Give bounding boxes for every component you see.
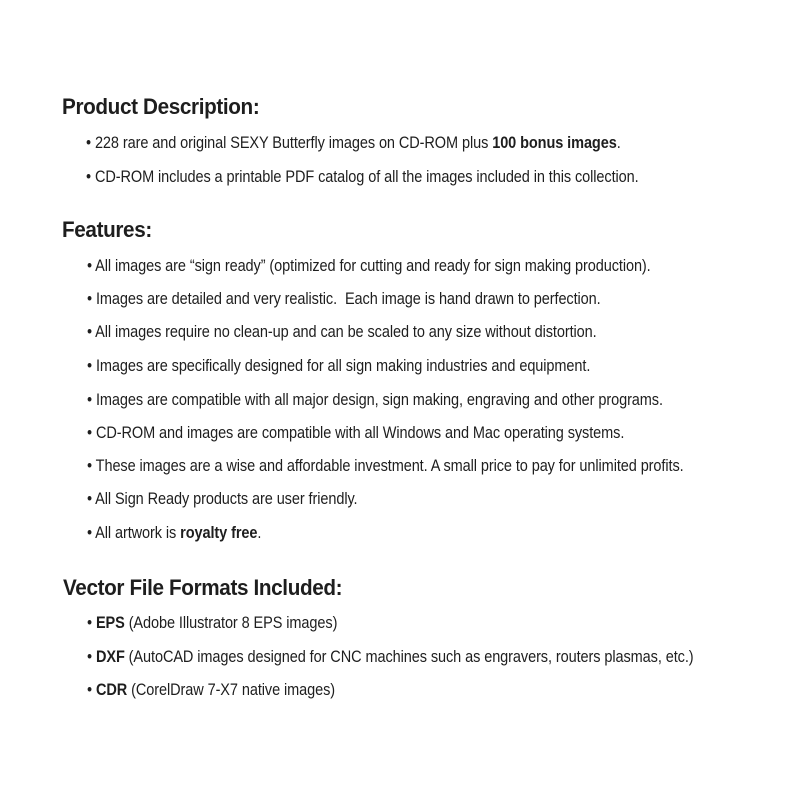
item-text: • <box>87 681 96 699</box>
item-text: • <box>87 614 96 632</box>
item-bold: 100 bonus images <box>492 134 617 152</box>
feature-item <box>87 323 597 342</box>
item-text: • CD-ROM and images are compatible with all Windows and Mac operating systems. <box>87 424 625 442</box>
item-text: (Adobe Illustrator 8 EPS images) <box>124 614 338 632</box>
features-heading: Features: <box>62 217 152 242</box>
item-text: • All images are “sign ready” (optimized for cutting and ready for sign making production). <box>87 257 651 275</box>
feature-item <box>87 524 261 543</box>
item-text: • 228 rare and original SEXY Butterfly images on CD-ROM plus <box>86 134 493 152</box>
item-text: • All artwork is <box>87 524 181 542</box>
item-text: • Images are specifically designed for all sign making industries and equipment. <box>87 357 591 375</box>
item-text: • Images are detailed and very realistic. Each image is hand drawn to perfection. <box>87 290 601 308</box>
item-bold: CDR <box>95 681 128 699</box>
item-text: . <box>257 524 262 542</box>
item-text: • These images are a wise and affordable investment. A small price to pay for unlimited profits. <box>87 457 684 475</box>
item-text: (CorelDraw 7-X7 native images) <box>127 681 336 699</box>
item-bold: EPS <box>95 614 125 632</box>
feature-item <box>87 457 684 476</box>
feature-item <box>87 290 601 309</box>
item-text: (AutoCAD images designed for CNC machines such as engravers, routers plasmas, etc.) <box>124 648 694 666</box>
feature-item <box>87 424 624 443</box>
feature-item <box>87 391 663 410</box>
item-bold: royalty free <box>180 524 258 542</box>
product-item <box>86 168 639 187</box>
formats-heading: Vector File Formats Included: <box>63 575 343 600</box>
format-item <box>87 681 335 700</box>
feature-item <box>87 257 651 276</box>
product-item <box>86 134 621 153</box>
item-bold: DXF <box>95 648 125 666</box>
product-description-heading: Product Description: <box>62 94 260 119</box>
item-text: • <box>87 648 96 666</box>
item-text: . <box>616 134 621 152</box>
item-text: • Images are compatible with all major design, sign making, engraving and other programs. <box>87 391 663 409</box>
format-item <box>87 614 337 633</box>
item-text: • All Sign Ready products are user friendly. <box>87 490 358 508</box>
format-item <box>87 648 694 667</box>
feature-item <box>87 490 358 509</box>
item-text: • CD-ROM includes a printable PDF catalog of all the images included in this collection. <box>86 168 639 186</box>
feature-item <box>87 357 590 376</box>
item-text: • All images require no clean-up and can be scaled to any size without distortion. <box>87 323 597 341</box>
